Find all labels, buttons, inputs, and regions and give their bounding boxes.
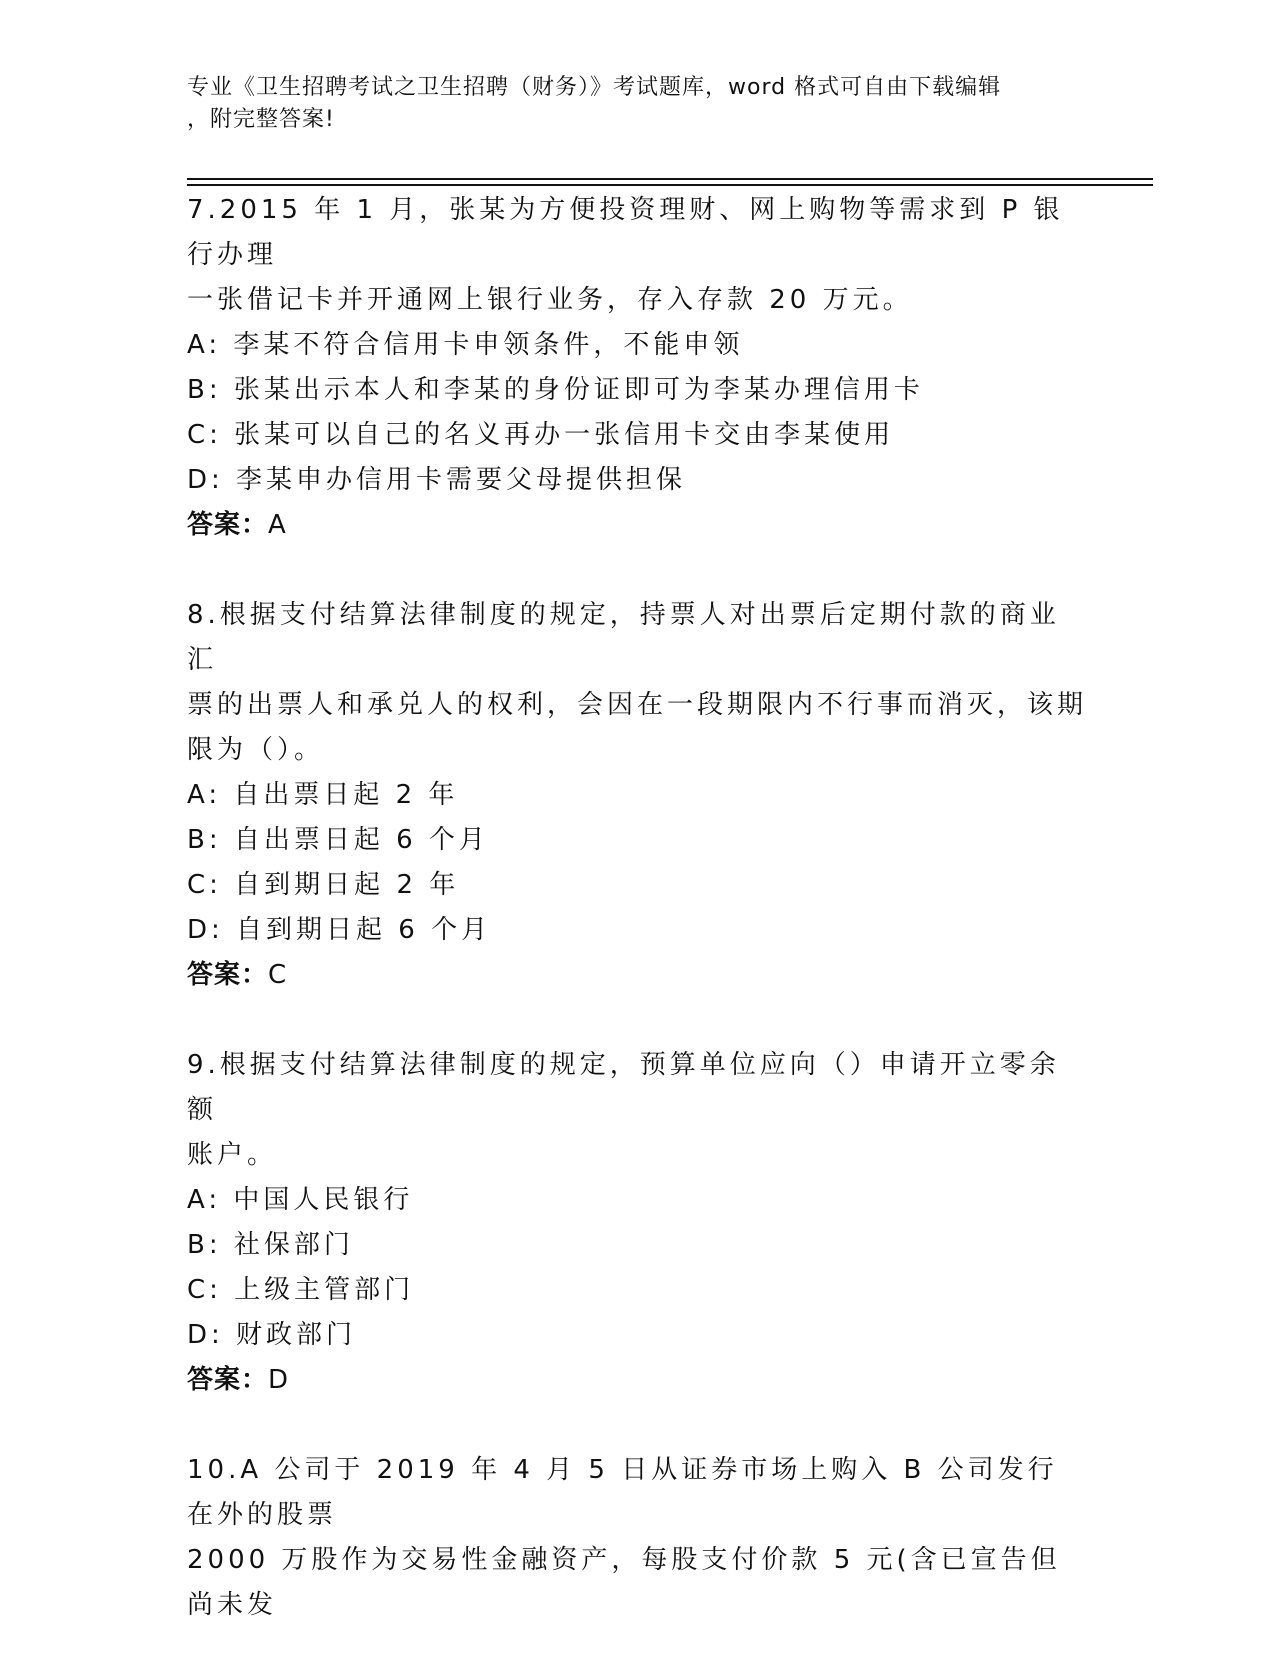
question-stem-line: 票的出票人和承兑人的权利，会因在一段期限内不行事而消灭，该期 <box>187 690 1088 720</box>
option-d: D: 自到期日起 6 个月 <box>187 915 492 945</box>
option-a: A: 自出票日起 2 年 <box>187 780 459 810</box>
answer-line <box>187 503 1087 548</box>
answer-value: D <box>268 1365 290 1395</box>
option-b: B: 社保部门 <box>187 1230 354 1260</box>
option-b: B: 自出票日起 6 个月 <box>187 825 489 855</box>
question-8 <box>187 593 1087 998</box>
question-stem-line: 限为（）。 <box>187 735 325 765</box>
header-divider-top <box>187 178 1153 180</box>
question-stem-line: 8.根据支付结算法律制度的规定，持票人对出票后定期付款的商业汇 <box>187 600 1060 675</box>
option-c: C: 上级主管部门 <box>187 1275 415 1305</box>
answer-label: 答案： <box>187 510 269 540</box>
question-10 <box>187 1448 1087 1628</box>
option-a: A: 李某不符合信用卡申领条件，不能申领 <box>187 330 744 360</box>
document-header <box>187 72 1067 136</box>
question-stem-line: 一张借记卡并开通网上银行业务，存入存款 20 万元。 <box>187 285 913 315</box>
answer-label: 答案： <box>187 960 269 990</box>
question-7 <box>187 188 1087 548</box>
answer-line <box>187 953 1087 998</box>
question-9 <box>187 1043 1087 1403</box>
answer-line <box>187 1358 1087 1403</box>
option-a: A: 中国人民银行 <box>187 1185 414 1215</box>
question-stem-line: 7.2015 年 1 月，张某为方便投资理财、网上购物等需求到 P 银行办理 <box>187 195 1064 270</box>
header-line-2: ，附完整答案! <box>187 107 335 132</box>
option-c: C: 自到期日起 2 年 <box>187 870 460 900</box>
answer-label: 答案： <box>187 1365 269 1395</box>
question-stem-line: 10.A 公司于 2019 年 4 月 5 日从证券市场上购入 B 公司发行在外的股票 <box>187 1455 1058 1530</box>
answer-value: C <box>268 960 288 990</box>
header-divider-bottom <box>187 184 1153 186</box>
question-stem-line: 2000 万股作为交易性金融资产，每股支付价款 5 元(含已宣告但尚未发 <box>187 1545 1061 1620</box>
option-c: C: 张某可以自己的名义再办一张信用卡交由李某使用 <box>187 420 895 450</box>
question-stem-line: 9.根据支付结算法律制度的规定，预算单位应向（）申请开立零余额 <box>187 1050 1060 1125</box>
question-list <box>187 188 1087 1673</box>
question-stem-line: 账户。 <box>187 1140 278 1170</box>
answer-value: A <box>268 510 287 540</box>
option-b: B: 张某出示本人和李某的身份证即可为李某办理信用卡 <box>187 375 924 405</box>
option-d: D: 李某申办信用卡需要父母提供担保 <box>187 465 687 495</box>
header-line-1: 专业《卫生招聘考试之卫生招聘（财务）》考试题库，word 格式可自由下载编辑 <box>187 75 1002 100</box>
option-d: D: 财政部门 <box>187 1320 357 1350</box>
